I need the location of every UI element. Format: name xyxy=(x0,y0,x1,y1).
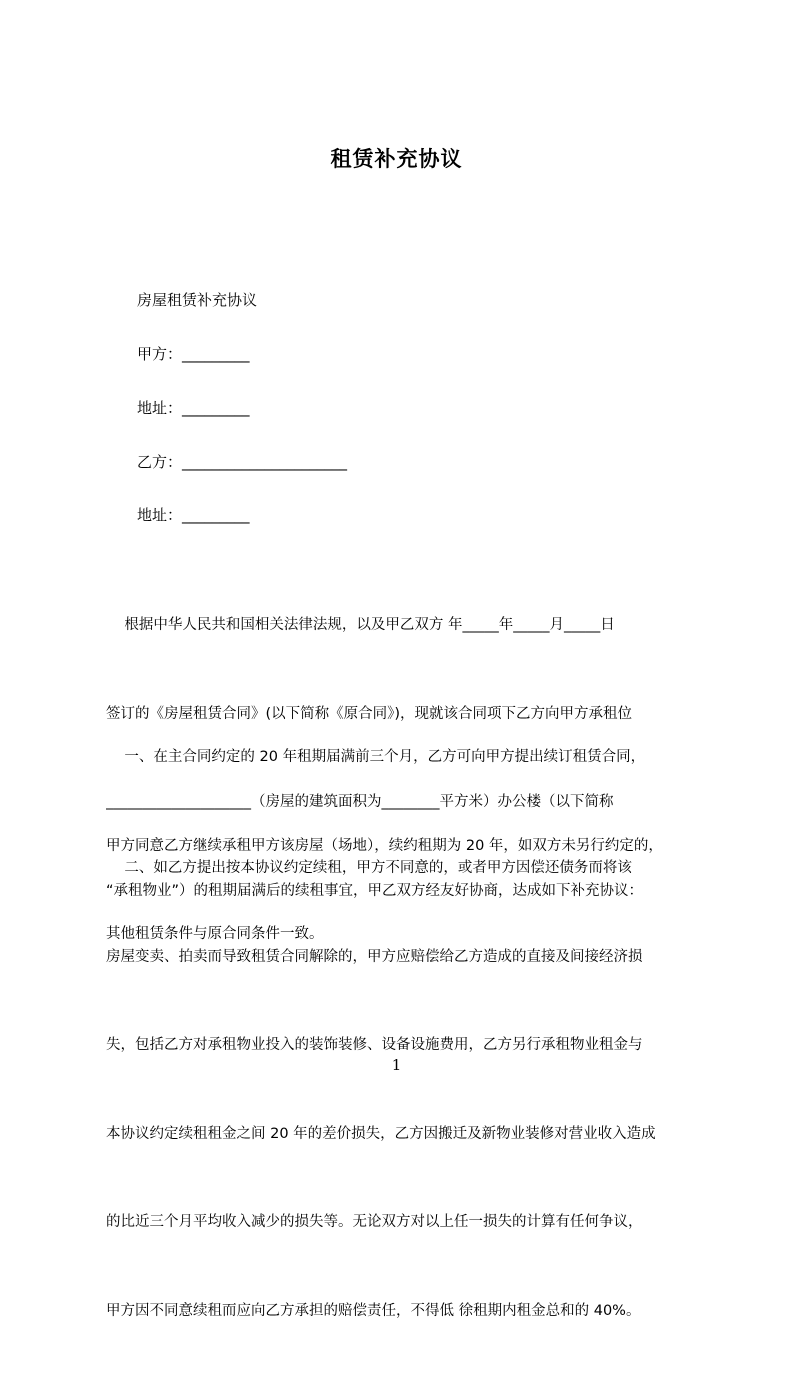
party-a-address-field: 地址：_________ xyxy=(137,399,250,417)
document-title: 租赁补充协议 xyxy=(330,147,463,171)
paragraph-line: ____________________（房屋的建筑面积为________平方米）办公楼（以下简称 xyxy=(106,794,614,810)
clause-two-paragraph xyxy=(106,795,704,1385)
paragraph-line: 失，包括乙方对承租物业投入的装饰装修、设备设施费用，乙方另行承租物业租金与 xyxy=(106,1037,643,1053)
paragraph-line: 的比近三个月平均收入减少的损失等。无论双方对以上任一损失的计算有任何争议， xyxy=(106,1214,643,1230)
document-subtitle: 房屋租赁补充协议 xyxy=(137,291,258,309)
paragraph-line: 其他租赁条件与原合同条件一致。 xyxy=(106,926,324,942)
paragraph-line: 甲方同意乙方继续承租甲方该房屋（场地），续约租期为 20 年，如双方未另行约定的， xyxy=(106,837,663,854)
paragraph-line: 一、在主合同约定的 20 年租期届满前三个月，乙方可向甲方提出续订租赁合同， xyxy=(106,749,646,765)
page-number: 1 xyxy=(391,1056,402,1074)
paragraph-line: 甲方因不同意续租而应向乙方承担的赔偿责任，不得低 徐租期内租金总和的 40%。 xyxy=(106,1302,641,1319)
party-b-field: 乙方：______________________ xyxy=(137,453,348,471)
paragraph-line: 二、如乙方提出按本协议约定续租，甲方不同意的，或者甲方因偿还债务而将该 xyxy=(106,860,632,876)
party-a-field: 甲方：_________ xyxy=(137,345,250,363)
paragraph-line: 根据中华人民共和国相关法律法规，以及甲乙双方 年_____年_____月_____日 xyxy=(106,617,615,633)
party-b-address-field: 地址：_________ xyxy=(137,506,250,524)
paragraph-line: 本协议约定续租租金之间 20 年的差价损失，乙方因搬迁及新物业装修对营业收入造成 xyxy=(106,1125,656,1142)
paragraph-line: 签订的《房屋租赁合同》(以下简称《原合同》)，现就该合同项下乙方向甲方承租位 xyxy=(106,705,633,722)
paragraph-line: 房屋变卖、拍卖而导致租赁合同解除的，甲方应赔偿给乙方造成的直接及间接经济损 xyxy=(106,948,643,965)
paragraph-line: “承租物业”）的租期届满后的续租事宜，甲乙双方经友好协商，达成如下补充协议： xyxy=(106,882,644,899)
